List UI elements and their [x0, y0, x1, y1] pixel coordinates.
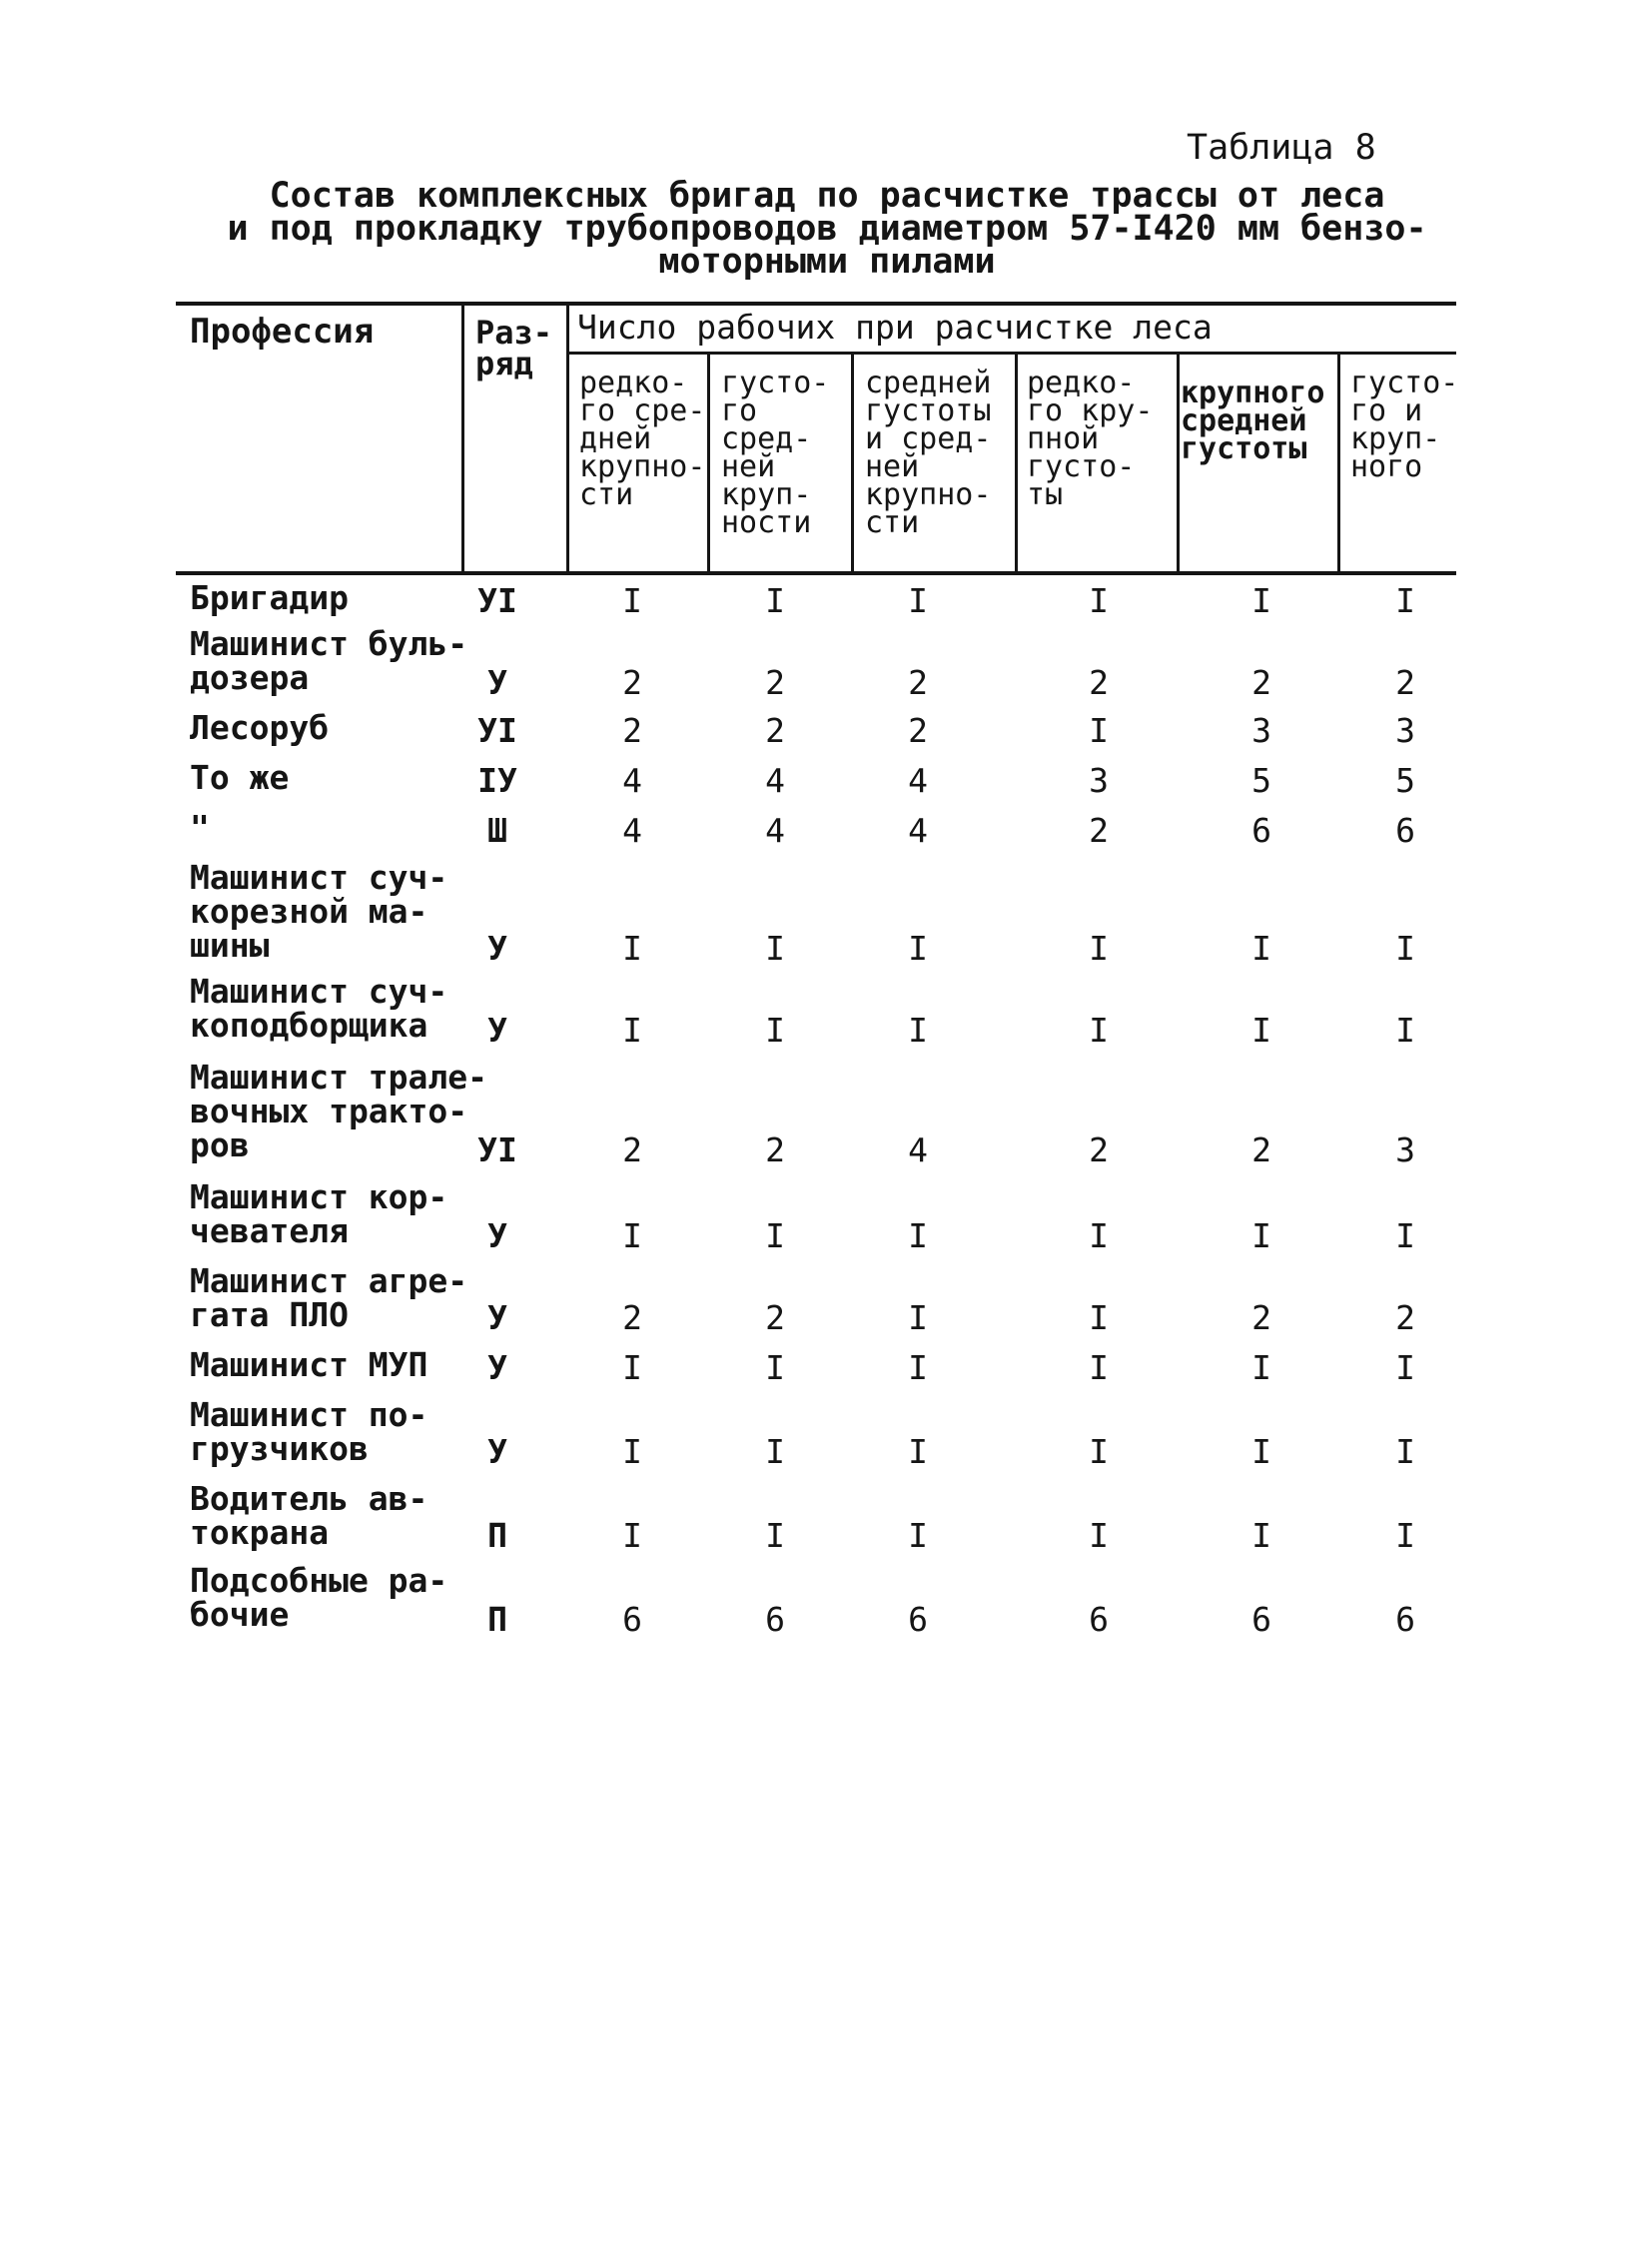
value-cell: I — [908, 581, 928, 620]
grade-cell: У — [487, 1432, 507, 1471]
value-cell: I — [1251, 1516, 1271, 1555]
value-cell: 4 — [908, 761, 928, 800]
header-sub-6: густо- го и круп- ного — [1350, 366, 1459, 484]
value-cell: 2 — [908, 711, 928, 750]
value-cell: 2 — [622, 663, 642, 702]
value-cell: I — [622, 1011, 642, 1050]
value-cell: I — [1251, 1011, 1271, 1050]
value-cell: 6 — [1395, 1600, 1415, 1639]
group-header-rule — [567, 352, 1456, 355]
profession-cell: Бригадир — [190, 578, 349, 617]
header-grade: Раз- ряд — [475, 314, 553, 382]
value-cell: I — [908, 1516, 928, 1555]
header-sub-3: средней густоты и сред- ней крупно- сти — [865, 366, 992, 540]
title-line: Состав комплексных бригад по расчистке трассы от леса — [269, 176, 1385, 216]
grade-cell: УI — [477, 711, 517, 750]
value-cell: 2 — [908, 663, 928, 702]
value-cell: 2 — [622, 711, 642, 750]
value-cell: 2 — [1395, 663, 1415, 702]
value-cell: I — [908, 1432, 928, 1471]
grade-cell: У — [487, 663, 507, 702]
grade-cell: У — [487, 1216, 507, 1255]
value-cell: I — [765, 1216, 785, 1255]
value-cell: 2 — [1089, 1130, 1109, 1169]
grade-cell: Ш — [487, 811, 507, 850]
column-divider — [1177, 353, 1180, 571]
value-cell: 4 — [622, 761, 642, 800]
table-top-rule — [176, 302, 1456, 306]
grade-cell: У — [487, 929, 507, 968]
value-cell: 2 — [622, 1130, 642, 1169]
value-cell: 2 — [1089, 663, 1109, 702]
value-cell: 6 — [1251, 1600, 1271, 1639]
value-cell: 4 — [908, 1130, 928, 1169]
value-cell: I — [765, 581, 785, 620]
value-cell: I — [1251, 1348, 1271, 1387]
table-number: Таблица 8 — [1187, 128, 1376, 168]
value-cell: 3 — [1395, 1130, 1415, 1169]
value-cell: 5 — [1251, 761, 1271, 800]
value-cell: 2 — [1089, 811, 1109, 850]
value-cell: I — [765, 929, 785, 968]
header-profession: Профессия — [190, 312, 375, 352]
profession-cell: Машинист МУП — [190, 1345, 428, 1384]
value-cell: I — [765, 1516, 785, 1555]
value-cell: 2 — [765, 1130, 785, 1169]
value-cell: I — [1251, 581, 1271, 620]
column-divider — [461, 302, 464, 571]
grade-cell: УI — [477, 581, 517, 620]
profession-cell: Подсобные ра- бочие — [190, 1561, 448, 1634]
value-cell: I — [908, 929, 928, 968]
value-cell: I — [765, 1011, 785, 1050]
column-divider — [851, 353, 854, 571]
value-cell: 4 — [765, 761, 785, 800]
profession-cell: Машинист агре- гата ПЛО — [190, 1261, 468, 1334]
value-cell: I — [1395, 1216, 1415, 1255]
value-cell: I — [1089, 1216, 1109, 1255]
grade-cell: П — [487, 1600, 507, 1639]
value-cell: 4 — [622, 811, 642, 850]
value-cell: 2 — [1395, 1298, 1415, 1337]
value-cell: I — [1395, 929, 1415, 968]
value-cell: 6 — [1089, 1600, 1109, 1639]
value-cell: 6 — [908, 1600, 928, 1639]
header-sub-4: редко- го кру- пной густо- ты — [1027, 366, 1154, 512]
grade-cell: УI — [477, 1130, 517, 1169]
column-divider — [1337, 353, 1340, 571]
value-cell: I — [1395, 1516, 1415, 1555]
value-cell: 2 — [1251, 663, 1271, 702]
title-line: и под прокладку трубопроводов диаметром 57-I420 мм бензо- — [227, 209, 1427, 249]
profession-cell: " — [190, 808, 210, 847]
value-cell: I — [1089, 1298, 1109, 1337]
value-cell: I — [1089, 581, 1109, 620]
header-sub-5: крупного средней густоты — [1181, 375, 1325, 466]
profession-cell: Машинист суч- коподборщика — [190, 972, 448, 1045]
value-cell: I — [622, 581, 642, 620]
column-divider — [566, 302, 569, 571]
grade-cell: У — [487, 1348, 507, 1387]
value-cell: I — [1251, 1216, 1271, 1255]
value-cell: I — [908, 1011, 928, 1050]
value-cell: I — [1089, 1348, 1109, 1387]
value-cell: I — [1251, 929, 1271, 968]
value-cell: 2 — [622, 1298, 642, 1337]
value-cell: 3 — [1089, 761, 1109, 800]
value-cell: I — [908, 1216, 928, 1255]
value-cell: I — [908, 1298, 928, 1337]
value-cell: 2 — [765, 663, 785, 702]
value-cell: I — [622, 1216, 642, 1255]
profession-cell: Машинист буль- дозера — [190, 624, 468, 697]
grade-cell: П — [487, 1516, 507, 1555]
header-bottom-rule — [176, 571, 1456, 575]
value-cell: I — [1089, 1432, 1109, 1471]
title-line: моторными пилами — [658, 242, 996, 282]
value-cell: I — [765, 1348, 785, 1387]
value-cell: 2 — [1251, 1298, 1271, 1337]
value-cell: 3 — [1251, 711, 1271, 750]
value-cell: I — [1251, 1432, 1271, 1471]
value-cell: I — [622, 1516, 642, 1555]
value-cell: 6 — [1251, 811, 1271, 850]
value-cell: 3 — [1395, 711, 1415, 750]
profession-cell: Лесоруб — [190, 708, 330, 747]
value-cell: 5 — [1395, 761, 1415, 800]
column-divider — [1015, 353, 1018, 571]
profession-cell: Водитель ав- токрана — [190, 1479, 428, 1552]
value-cell: 2 — [765, 1298, 785, 1337]
value-cell: 4 — [908, 811, 928, 850]
value-cell: I — [1395, 1011, 1415, 1050]
value-cell: I — [622, 1348, 642, 1387]
grade-cell: У — [487, 1298, 507, 1337]
value-cell: 2 — [765, 711, 785, 750]
value-cell: 6 — [622, 1600, 642, 1639]
value-cell: 4 — [765, 811, 785, 850]
header-group: Число рабочих при расчистке леса — [577, 308, 1213, 347]
value-cell: I — [622, 929, 642, 968]
value-cell: I — [1395, 1348, 1415, 1387]
value-cell: 6 — [1395, 811, 1415, 850]
value-cell: I — [622, 1432, 642, 1471]
grade-cell: У — [487, 1011, 507, 1050]
value-cell: 2 — [1251, 1130, 1271, 1169]
profession-cell: Машинист по- грузчиков — [190, 1395, 428, 1468]
value-cell: I — [908, 1348, 928, 1387]
value-cell: I — [1395, 581, 1415, 620]
header-sub-2: густо- го сред- ней круп- ности — [721, 366, 830, 540]
profession-cell: Машинист суч- корезной ма- шины — [190, 858, 448, 965]
value-cell: I — [1089, 1011, 1109, 1050]
profession-cell: То же — [190, 758, 290, 797]
value-cell: I — [1089, 1516, 1109, 1555]
value-cell: I — [1395, 1432, 1415, 1471]
value-cell: I — [765, 1432, 785, 1471]
profession-cell: Машинист кор- чевателя — [190, 1177, 448, 1250]
profession-cell: Машинист трале- вочных тракто- ров — [190, 1058, 488, 1164]
value-cell: I — [1089, 711, 1109, 750]
header-sub-1: редко- го сре- дней крупно- сти — [579, 366, 706, 512]
value-cell: 6 — [765, 1600, 785, 1639]
column-divider — [707, 353, 710, 571]
grade-cell: IУ — [477, 761, 517, 800]
value-cell: I — [1089, 929, 1109, 968]
